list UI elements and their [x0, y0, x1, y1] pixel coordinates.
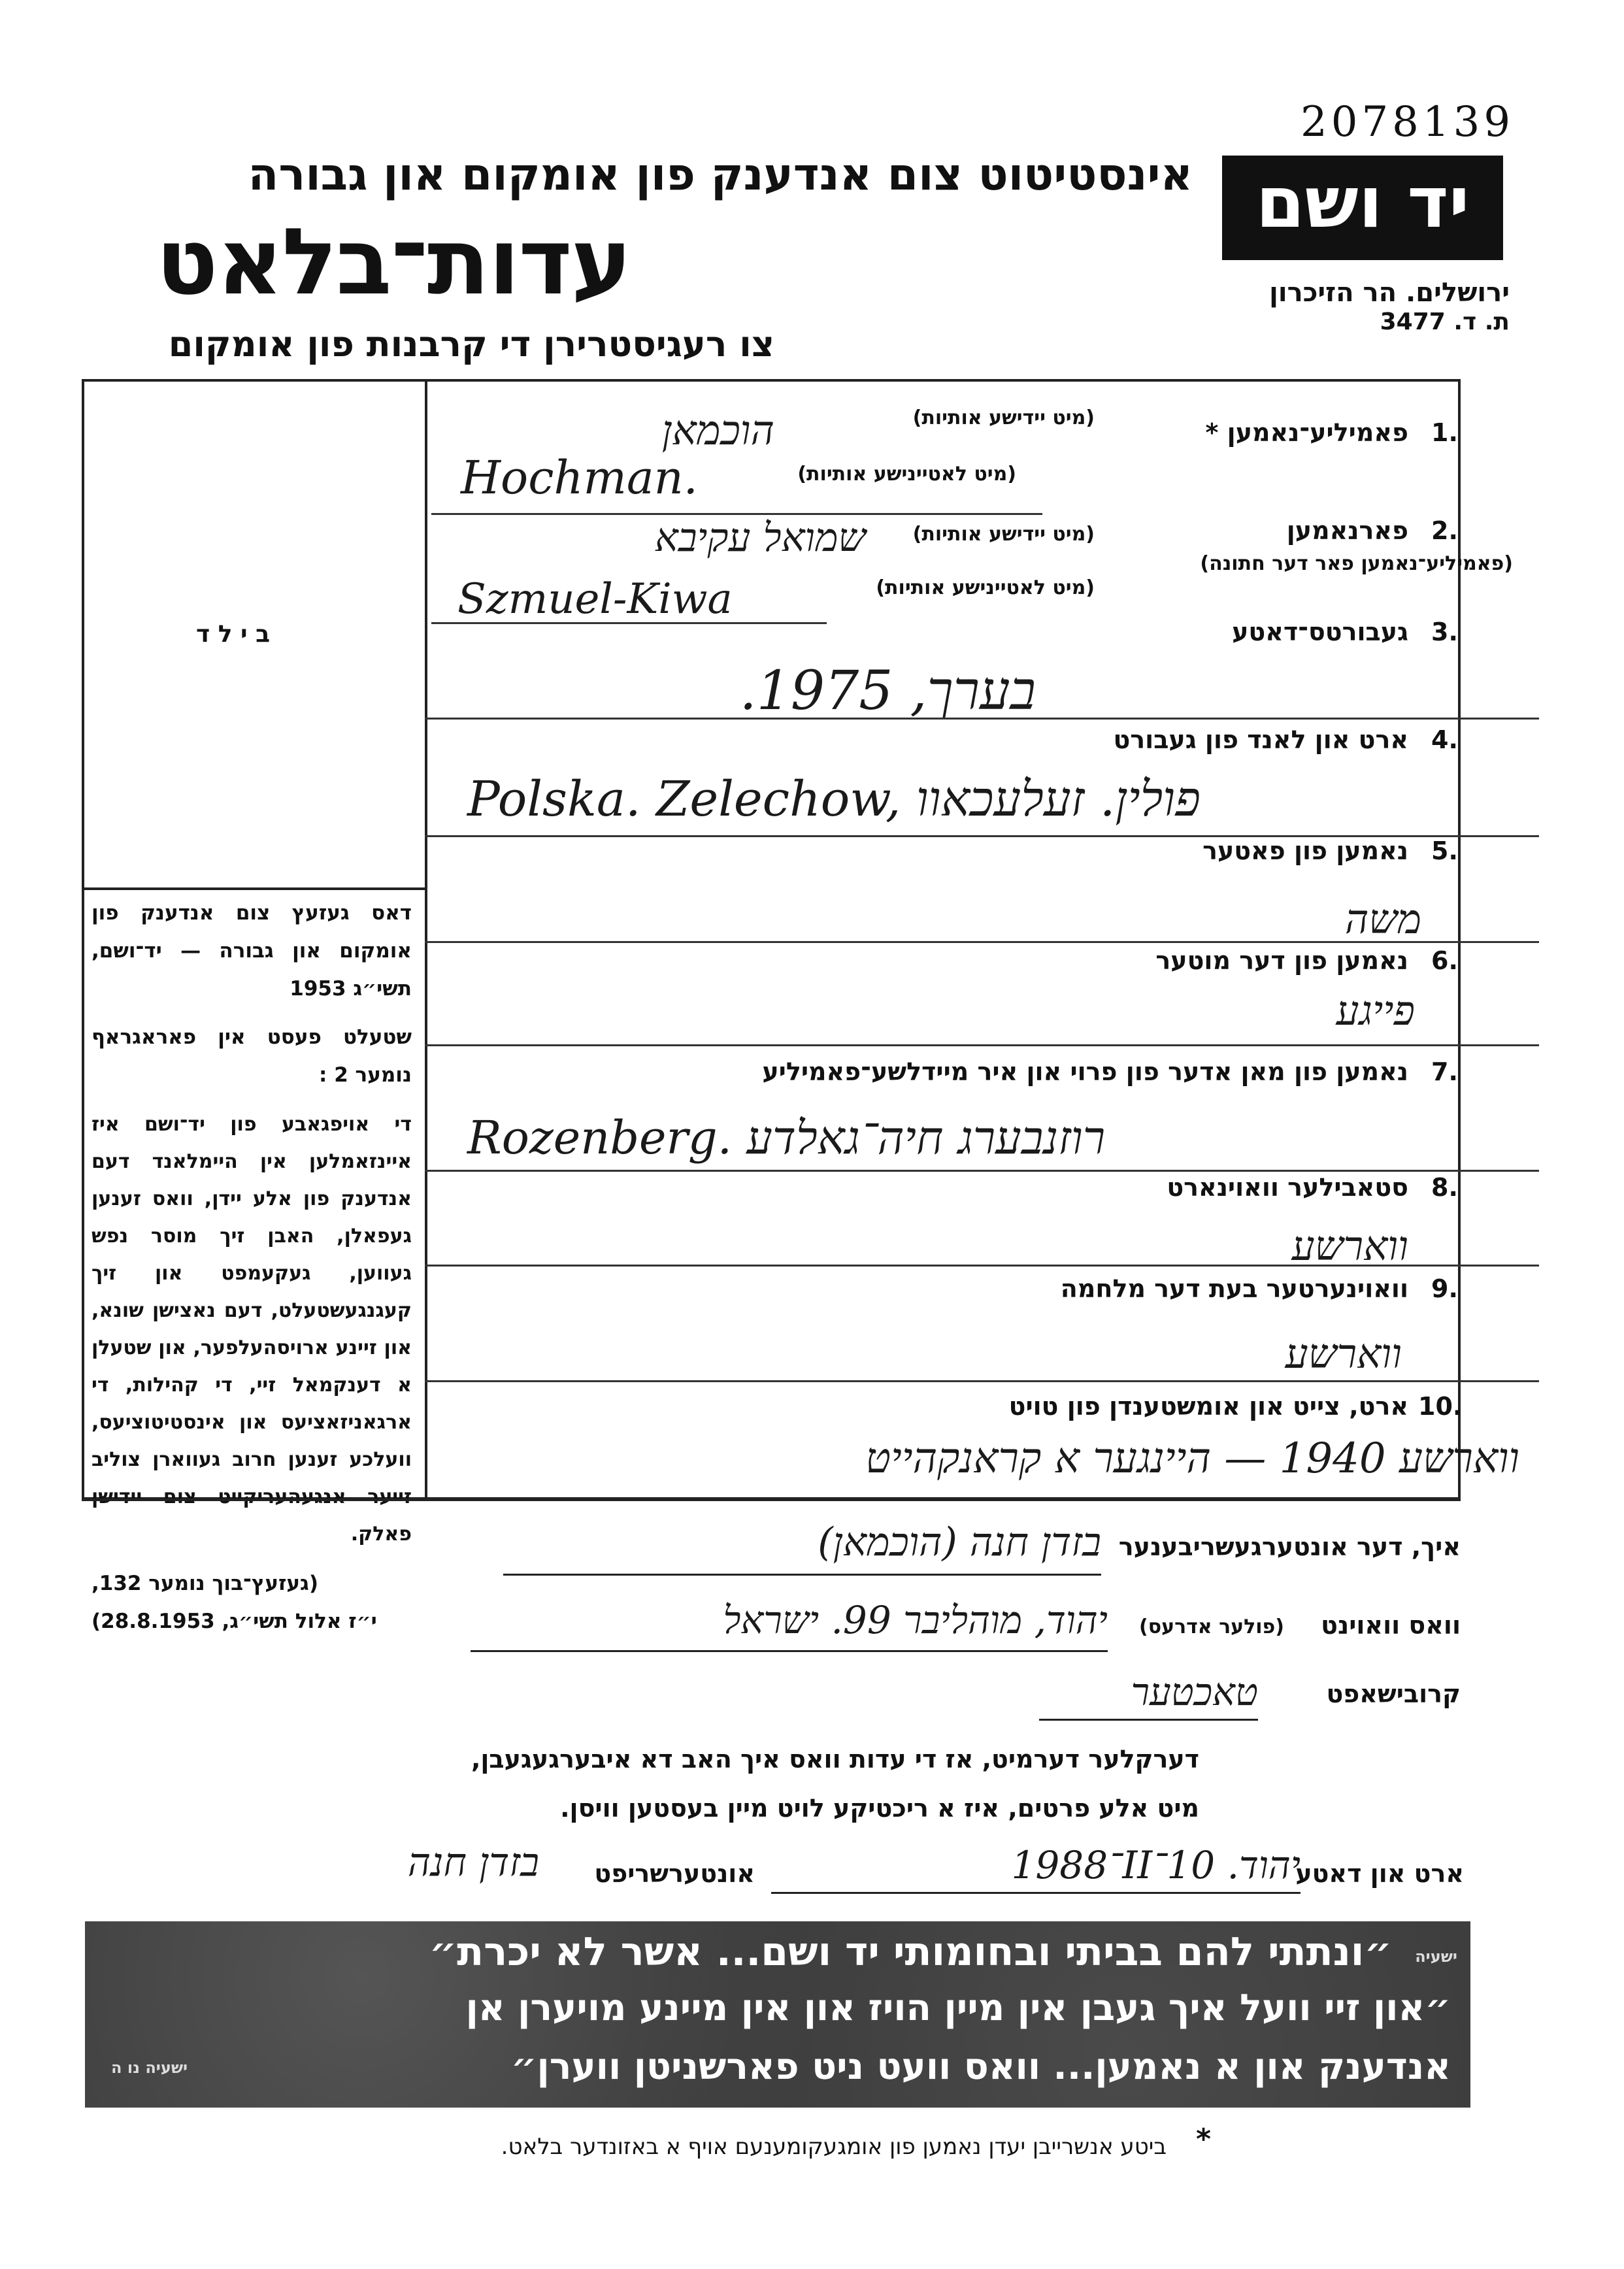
q1-label: פאמיליע־נאמען *	[1205, 418, 1408, 447]
q9-line	[425, 1380, 1539, 1382]
yad-vashem-logo	[1222, 156, 1503, 260]
q2-number: 2.	[1431, 516, 1458, 545]
address-line-1: ירושלים. הר הזיכרון	[1269, 278, 1510, 308]
q4-label: ארט און לאנד פון געבורט	[1113, 725, 1408, 754]
q10-number: 10.	[1418, 1392, 1463, 1421]
banner-source-1: ישעיה	[1415, 1947, 1457, 1966]
law-text	[91, 894, 412, 1640]
institute-heading: אינסטיטוט צום אנדענק פון אומקום און גבורה	[248, 149, 1193, 201]
address-line-2: ת. ד. 3477	[1380, 308, 1510, 335]
law-paragraph: שטעלט פעסט אין פאראגראף נומער 2 :	[91, 1025, 412, 1087]
q9-wartime-residence: ווארשע	[1285, 1330, 1402, 1378]
address-line	[471, 1650, 1108, 1652]
q2-hint-maiden: (פאמיליע־נאמען פאר דער חתונה)	[1200, 552, 1513, 575]
quote-banner	[85, 1921, 1470, 2108]
q3-label: געבורטס־דאטע	[1232, 618, 1408, 646]
law-title: דאס געזעץ צום אנדענק פון אומקום און גבורה — יד־ושם, תשי״ג 1953	[91, 901, 412, 1001]
q1-hint-latin: (מיט לאטיינישע אותיות)	[797, 463, 1016, 486]
q10-death: ווארשע 1940 — היינגער א קראנקהייט	[865, 1434, 1519, 1483]
q7-line	[425, 1170, 1539, 1172]
submitter-address: יהוד, מוהליבר 99. ישראל	[723, 1598, 1108, 1642]
q2-firstname-yiddish: שמואל עקיבא	[654, 515, 866, 561]
banner-source-2: ישעיה נו ה	[111, 2059, 188, 2077]
signature-value: בזדן חנה	[407, 1840, 539, 1885]
q5-label: נאמען פון פאטער	[1202, 836, 1408, 865]
signature-label: אונטערשריפט	[594, 1859, 755, 1888]
q8-label: סטאבילער וואוינארט	[1167, 1173, 1408, 1202]
logo-text: יד ושם	[1255, 162, 1470, 244]
photo-label: ב י ל ד	[196, 621, 271, 648]
q4-number: 4.	[1431, 725, 1458, 754]
q7-spouse: Rozenberg. רוזנבערג חיה־גאלדע	[467, 1111, 1106, 1165]
section-separator	[82, 1499, 1461, 1501]
place-date-value: יהוד. 10־II־1988	[1011, 1843, 1301, 1887]
q1-surname-latin: Hochman.	[461, 451, 698, 505]
place-date-line	[771, 1892, 1301, 1894]
footnote-text: ביטע אנשרייבן יעדן נאמען פון אומגעקומענעם אויף א באזונדער בלאט.	[501, 2134, 1167, 2160]
footnote-star: *	[1196, 2123, 1212, 2156]
q2-firstname-latin: Szmuel-Kiwa	[457, 575, 733, 623]
law-reference-2: י״ז אלול תשי״ג, 28.8.1953)	[91, 1610, 377, 1633]
submitter-name-line	[503, 1574, 1101, 1576]
q2-hint-latin: (מיט לאטיינישע אותיות)	[876, 576, 1095, 599]
submitter-name: בזדן חנה (הוכמאן)	[818, 1519, 1101, 1565]
document-number: 2078139	[1301, 98, 1515, 146]
q2-hint-yiddish: (מיט יידישע אותיות)	[912, 523, 1095, 546]
q6-number: 6.	[1431, 946, 1458, 975]
q1-number: 1.	[1431, 418, 1458, 447]
address-hint: (פולער אדרעס)	[1139, 1615, 1284, 1638]
q2-line	[431, 622, 827, 624]
q8-number: 8.	[1431, 1173, 1458, 1202]
form-subtitle: צו רעגיסטרירן די קרבנות פון אומקום	[168, 323, 774, 365]
place-date-label: ארט און דאטע	[1295, 1859, 1464, 1888]
q4-birthplace: Polska. Zelechow, פולין. זעלעכאוו	[467, 771, 1201, 827]
q9-number: 9.	[1431, 1274, 1458, 1303]
q10-label: ארט, צייט און אומשטענדן פון טויט	[1008, 1392, 1408, 1421]
form-title: עדות־בלאט	[156, 209, 631, 316]
q9-label: וואוינערטער בעת דער מלחמה	[1060, 1274, 1408, 1303]
law-body: די אויפגאבע פון יד־ושם איז איינזאמלען אין היימלאנד דעם אנדענק פון אלע יידן, וואס זענען געפאלן, האבן זיך מוסר נפש געווען, געקעמפט און זיך קעגנגעשטעלט, דעם נאצישן שונא, און זיינע ארויסהעלפער, און שטעלן א דענקמאל זיי, די קהילות, די ארגאניזאציעס און אינסטיטוציעס, וועלכע זענען חרוב געווארן צוליב זייער אנגעהעריקייט צום יידישן פאלק.	[91, 1113, 412, 1546]
q7-label: נאמען פון מאן אדער פון פרוי און איר מיידלשע־פאמיליע	[762, 1057, 1408, 1086]
form-column-divider	[425, 379, 427, 1500]
q1-surname-yiddish: הוכמאן	[661, 406, 774, 454]
law-reference-1: (געזעץ־בוך נומער 132,	[91, 1572, 319, 1595]
banner-line-2: ״און זיי וועל איך געבן אין מיין הויז און אין מיינע מויערן אן	[465, 1987, 1451, 2029]
address-label: וואס וואוינט	[1321, 1611, 1461, 1640]
banner-line-1: ״ונתתי להם בביתי ובחומותי יד ושם... אשר לא יכרת״	[429, 1929, 1392, 1975]
submitter-relation: טאכטער	[1131, 1670, 1258, 1714]
photo-box-bottom	[82, 887, 425, 890]
q3-line	[425, 718, 1539, 720]
q1-hint-yiddish: (מיט יידישע אותיות)	[912, 406, 1095, 429]
q8-line	[425, 1265, 1539, 1267]
q3-birthdate: בערך, 1975.	[739, 660, 1036, 722]
q5-line	[425, 941, 1539, 943]
q5-number: 5.	[1431, 836, 1458, 865]
q3-number: 3.	[1431, 618, 1458, 646]
q7-number: 7.	[1431, 1057, 1458, 1086]
relation-line	[1039, 1719, 1258, 1721]
banner-line-3: אנדענק און א נאמען... וואס וועט ניט פארשניטן ווערן״	[510, 2045, 1451, 2088]
submitter-label: איך, דער אונטערגעשריבענער	[1118, 1532, 1461, 1561]
q6-line	[425, 1044, 1539, 1046]
q8-residence: ווארשע	[1291, 1222, 1408, 1270]
q6-mother: פייגע	[1336, 987, 1415, 1035]
q6-label: נאמען פון דער מוטער	[1155, 946, 1408, 975]
declaration-line-2: מיט אלע פרטים, איז א ריכטיקע לויט מיין בעסטען וויסן.	[560, 1794, 1199, 1823]
declaration-line-1: דערקלער דערמיט, אז די עדות וואס איך האב דא איבערגעגעבן,	[471, 1745, 1199, 1774]
q5-father: משה	[1345, 895, 1421, 943]
relation-label: קרובישאפט	[1326, 1680, 1461, 1708]
q2-label: פארנאמען	[1286, 516, 1408, 545]
